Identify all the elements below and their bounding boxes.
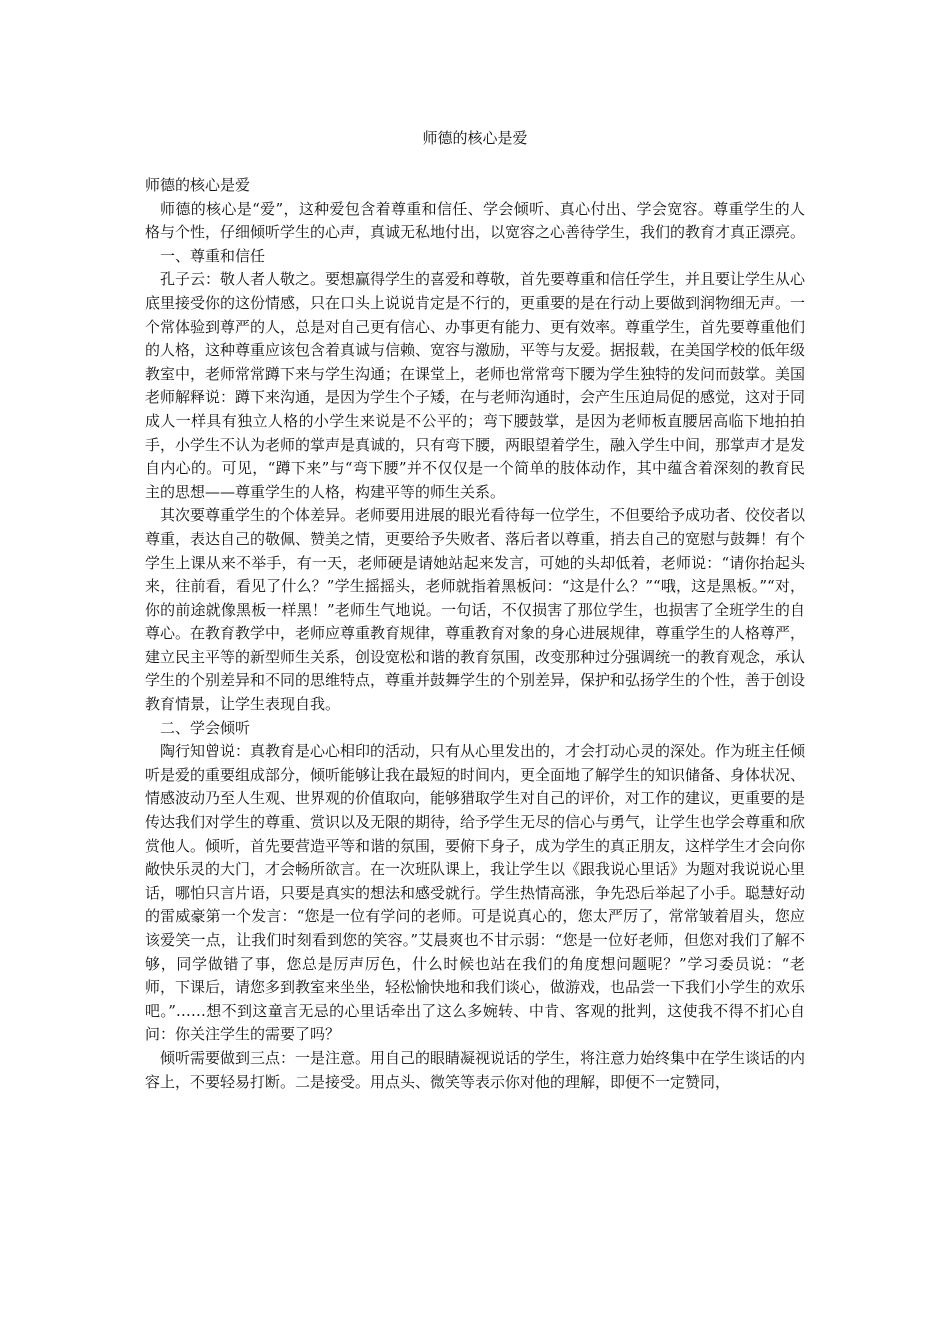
section-heading-listening: 二、学会倾听 (160, 718, 251, 737)
paragraph: 陶行知曾说：真教育是心心相印的活动，只有从心里发出的，才会打动心灵的深处。作为班主任倾听是爱的重要组成部分，倾听能够让我在最短的时间内，更全面地了解学生的知识储备、身体状况、情感波动乃至人生观、世界观的价值取向，能够猎取学生对自己的评价，对工作的建议，更重要的是传达我们对学生的尊重、赏识以及无限的期待，给予学生无尽的信心与勇气，让学生也学会尊重和欣赏他人。倾听，首先要营造平等和谐的氛围，要俯下身子，成为学生的真正朋友，这样学生才会向你敞快乐灵的大门，才会畅所欲言。在一次班队课上，我让学生以《跟我说心里话》为题对我说说心里话，哪怕只言片语，只要是真实的想法和感受就行。学生热情高涨，争先恐后举起了小手。聪慧好动的雷威豪第一个发言：“您是一位有学问的老师。可是说真心的，您太严厉了，常常皱着眉头，您应该爱笑一点，让我们时刻看到您的笑容。”艾晨爽也不甘示弱：“您是一位好老师，但您对我们了解不够，同学做错了事，您总是厉声厉色，什么时候也站在我们的角度想问题呢？”学习委员说：“老师，下课后，请您多到教室来坐坐，轻松愉快地和我们谈心，做游戏，也品尝一下我们小学生的欢乐吧。”……想不到这童言无忌的心里话牵出了这么多婉转、中肯、客观的批判，这使我不得不扪心自问：你关注学生的需要了吗？ (145, 742, 806, 1044)
document-subtitle: 师德的核心是爱 (145, 176, 251, 194)
document-title: 师德的核心是爱 (422, 129, 528, 147)
paragraph: 其次要尊重学生的个体差异。老师要用进展的眼光看待每一位学生，不但要给予成功者、佼佼者以尊重，表达自己的敬佩、赞美之情，更要给予失败者、落后者以尊重，捎去自己的宽慰与鼓舞！有个学生上课从来不举手，有一天，老师硬是请她站起来发言，可她的头却低着，老师说：“请你抬起头来，往前看，看见了什么？”学生摇摇头，老师就指着黑板问：“这是什么？”“哦，这是黑板。”“对，你的前途就像黑板一样黑！”老师生气地说。一句话，不仅损害了那位学生，也损害了全班学生的自尊心。在教育教学中，老师应尊重教育规律，尊重教育对象的身心进展规律，尊重学生的人格尊严，建立民主平等的新型师生关系，创设宽松和谐的教育氛围，改变那种过分强调统一的教育观念，承认学生的个别差异和不同的思维特点，尊重并鼓舞学生的个别差异，保护和弘扬学生的个性，善于创设教育情景，让学生表现自我。 (145, 506, 806, 714)
section-heading-respect: 一、尊重和信任 (160, 246, 266, 265)
document-body (145, 174, 805, 1094)
intro-paragraph: 师德的核心是“爱”，这种爱包含着尊重和信任、学会倾听、真心付出、学会宽容。尊重学生的人格与个性，仔细倾听学生的心声，真诚无私地付出，以宽容之心善待学生，我们的教育才真正漂亮。 (145, 199, 806, 242)
paragraph: 孔子云：敬人者人敬之。要想赢得学生的喜爱和尊敬，首先要尊重和信任学生，并且要让学生从心底里接受你的这份情感，只在口头上说说肯定是不行的，更重要的是在行动上要做到润物细无声。一个常体验到尊严的人，总是对自己更有信心、办事更有能力、更有效率。尊重学生，首先要尊重他们的人格，这种尊重应该包含着真诚与信赖、宽容与激励，平等与友爱。据报载，在美国学校的低年级教室中，老师常常蹲下来与学生沟通；在课堂上，老师也常常弯下腰为学生独特的发问而鼓掌。美国老师解释说：蹲下来沟通，是因为学生个子矮，在与老师沟通时，会产生压迫局促的感觉，这对于同成人一样具有独立人格的小学生来说是不公平的；弯下腰鼓掌，是因为老师板直腰居高临下地拍拍手，小学生不认为老师的掌声是真诚的，只有弯下腰，两眼望着学生，融入学生中间，那掌声才是发自内心的。可见，“蹲下来”与“弯下腰”并不仅仅是一个简单的肢体动作，其中蕴含着深刻的教育民主的思想——尊重学生的人格，构建平等的师生关系。 (145, 270, 806, 501)
paragraph: 倾听需要做到三点：一是注意。用自己的眼睛凝视说话的学生，将注意力始终集中在学生谈话的内容上，不要轻易打断。二是接受。用点头、微笑等表示你对他的理解，即便不一定赞同， (145, 1048, 806, 1091)
